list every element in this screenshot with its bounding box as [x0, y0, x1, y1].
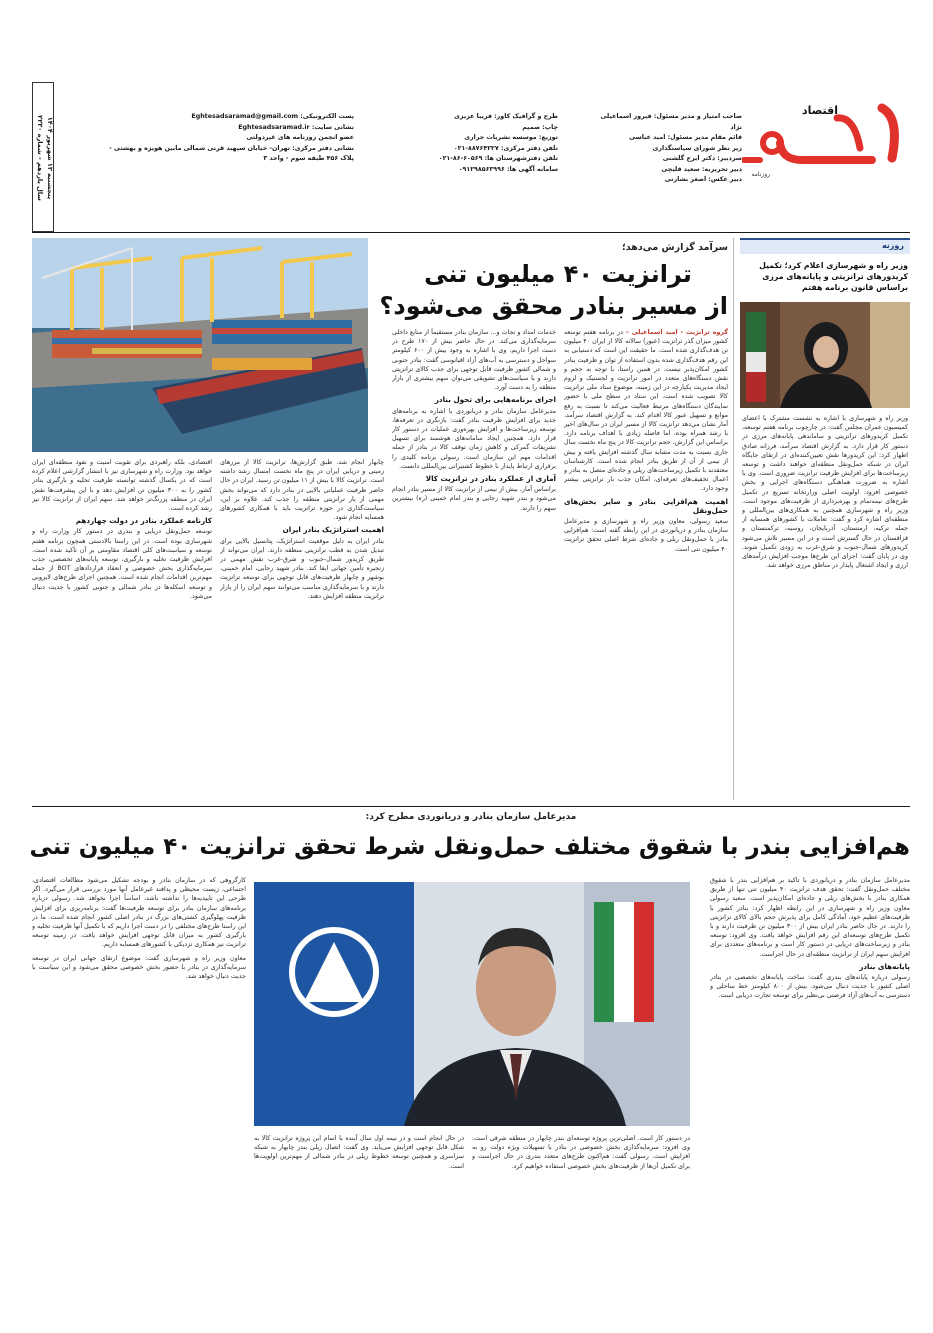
article1-col1	[564, 328, 728, 794]
sidebar-body: وزیر راه و شهرسازی با اشاره به نشست مشترک با اعضای کمیسیون عمران مجلس گفت: در چارچوب برنامه هفتم توسعه، تکمیل کریدورهای ترانزیتی و ساماندهی پایانه‌های مرزی در دستور کار قرار دارد. به گزارش اقتصاد سرآمد، فرزانه صادق اظهار کرد: این کریدورها نقش تعیین‌کننده‌ای در ارتقای جایگاه ایران در شبکه حمل‌ونقل منطقه‌ای خواهند داشت و توسعه زیرساخت‌ها برای افزایش ظرفیت ترانزیت ضروری است. وی با اشاره به ضرورت هماهنگی دستگاه‌های اجرایی و بخش خصوصی افزود: اولویت اصلی وزارتخانه تسریع در تکمیل طرح‌های نیمه‌تمام و بهره‌برداری از ظرفیت‌های موجود است. وزیر راه و شهرسازی همچنین به همکاری‌های بین‌المللی و منطقه‌ای اشاره کرد و گفت: تعاملات با کشورهای همسایه از جمله ترکیه، ارمنستان، آذربایجان، روسیه، ترکمنستان و قزاقستان در حال گسترش است و در این مسیر تلاش می‌شود کریدورهای شمال-جنوب و شرق-غرب به زودی تکمیل شوند. وی در پایان گفت: اجرای این طرح‌ها موجب افزایش درآمدهای ارزی و ایجاد اشتغال پایدار در مناطق مرزی خواهد شد.	[742, 415, 908, 570]
credit-line: زیر نظر شورای سیاستگذاری	[652, 144, 742, 152]
article1-kicker: سرآمد گزارش می‌دهد؛	[621, 242, 728, 253]
article1-col3	[220, 458, 384, 794]
article2-kicker: مدیرعامل سازمان بنادر و دریانوردی مطرح کرد:	[365, 812, 577, 822]
article1-col4-subhead: کارنامه عملکرد بنادر در دولت چهاردهم	[75, 516, 212, 526]
credit-line: تلفن دفترشهرستان ها: ۶۰۵۶۹-۸۶-۰۲۱	[438, 155, 558, 162]
credit-line: صاحب امتیاز و مدیر مسئول: فیروز اسماعیلی نژاد	[600, 113, 742, 131]
minister-portrait	[740, 302, 910, 408]
article1	[32, 238, 728, 800]
issue-date: پنجشنبه ۱۳ شهریور ۱۴۰۴	[46, 116, 54, 200]
credit-line: قائم مقام مدیر مسئول: امید عباسی	[629, 134, 742, 141]
article1-title	[379, 258, 728, 322]
credit-line: دبیر تحریریه: سعید قلیچی	[661, 165, 742, 173]
article1-col3-subhead: اهمیت استراتژیک بنادر ایران	[282, 525, 384, 535]
article1-col1-sub-text: سعید رسولی، معاون وزیر راه و شهرسازی و مدیرعامل سازمان بنادر و دریانوردی در این رابطه گفته است: هم‌افزایی بنادر با حمل‌ونقل ریلی و جاده‌ای شرط اصلی تحقق ترانزیت ۴۰ میلیون تنی است.	[564, 518, 728, 553]
article1-col2-sub1-text: مدیرعامل سازمان بنادر و دریانوردی با اشاره به برنامه‌های جدید برای افزایش ظرفیت بنادر گفت: بازنگری در تعرفه‌ها، توسعه زیرساخت‌ها و افزایش بهره‌وری عملیات در دستور کار قرار دارد. همچنین ایجاد سامانه‌های هوشمند برای تسهیل تشریفات گمرکی و کاهش زمان توقف کالا در بنادر از جمله اقدامات مهم این سازمان است. رسولی برنامه کلیدی را برقراری ارتباط پایدار با خطوط کشتیرانی بین‌المللی دانست.	[392, 407, 556, 470]
credit-line: دبیر عکس: اصغر بشارتی	[664, 176, 742, 183]
section-divider	[32, 806, 910, 807]
sidebar-photo	[740, 302, 910, 408]
article2-col-mid	[472, 1134, 690, 1321]
article1-col2-text: خدمات امداد و نجات و... سازمان بنادر مستقیماً از منابع داخلی سرمایه‌گذاری می‌کند. در حال حاضر بیش از ۱۷۰ طرح در دست اجرا داریم. وی با اشاره به وجود بیش از ۶۰۰ کیلومتر سواحل و دسترسی به آب‌های آزاد اقیانوسی گفت: بنادر جنوبی و شمالی کشور ظرفیت قابل توجهی برای جذب کالای ترانزیتی دارند و با سیاست‌های تشویقی می‌توان سهم بیشتری از بازار منطقه را به دست آورد.	[392, 329, 556, 392]
article1-col2	[392, 328, 556, 794]
article1-col4-text: اقتصادی، بلکه راهبردی برای تقویت امنیت و نفوذ منطقه‌ای ایران خواهد بود. وزارت راه و شهرسازی نیز با انتشار گزارشی اعلام کرده است که در یکسال گذشته توانسته ظرفیت تخلیه و بارگیری بنادر کشور را به ۳۰۰ میلیون تن افزایش دهد و با این پیشرفت‌ها نقش ایران در منطقه پررنگ‌تر خواهد شد. سهم ایران از ترانزیت کالا نیز رشد کرده است.	[32, 459, 212, 513]
article1-col2-sub2-text: براساس آمار، بیش از نیمی از ترانزیت کالا از مسیر بنادر انجام می‌شود و بندر شهید رجایی و بندر امام خمینی (ره) بیشترین سهم را دارند.	[392, 486, 556, 512]
article1-col4-sub-text: توسعه حمل‌ونقل دریایی و بندری در دستور کار وزارت راه و شهرسازی بوده است. در این راستا بالادستی همچون برنامه هفتم توسعه و سیاست‌های کلی اقتصاد مقاومتی بر آن تأکید شده است. افزایش ظرفیت تخلیه و بارگیری، توسعه پایانه‌های تخصصی، جذب سرمایه‌گذاری بخش خصوصی و انعقاد قراردادهای BOT از جمله مهم‌ترین اقدامات انجام شده است. همچنین اجرای طرح‌های لایروبی و توسعه اسکله‌ها در بنادر شمالی و جنوبی کشور با جدیت دنبال می‌شود.	[32, 528, 212, 600]
article2-col-right-sub-text: رسولی درباره پایانه‌های بندری گفت: ساخت پایانه‌های تخصصی در بنادر اصلی کشور با جدیت دنبال می‌شود. بیش از ۸۰۰ کیلومتر خط ساحلی و دسترسی به آب‌های آزاد فرصتی بی‌نظیر برای توسعه تجارت دریایی است.	[710, 974, 910, 1000]
sidebar-tag-label: روزنه	[881, 241, 904, 250]
article2-col-left	[32, 876, 246, 1321]
column-divider	[733, 238, 734, 800]
article2-col-right	[710, 876, 910, 1321]
article1-title-line2: از مسیر بنادر محقق می‌شود؟	[379, 292, 728, 320]
credit-line: سردبیر: دکتر ایرج گلشنی	[662, 155, 742, 162]
article1-title-line1: ترانزیت ۴۰ میلیون تنی	[424, 260, 692, 288]
credit-line: تلفن دفتر مرکزی: ۸۸۷۶۴۲۲۷-۰۲۱	[453, 144, 558, 152]
article1-photo	[32, 238, 368, 452]
newspaper-logo	[742, 88, 910, 178]
article1-col2-subhead1: اجرای برنامه‌هایی برای تحول بنادر	[434, 395, 556, 405]
credit-line: توزیع: موسسه نشریات جراری	[464, 134, 558, 141]
article2-col-right-subhead: پایانه‌های بنادر	[859, 961, 910, 971]
credit-line: طرح و گرافیک کاور: فریبا عزیزی	[454, 113, 558, 120]
credit-line: عضو انجمن روزنامه های غیردولتی	[246, 134, 354, 141]
logo-mark	[742, 88, 910, 178]
article2-col-mid2	[254, 1134, 464, 1321]
article1-col4	[32, 458, 212, 794]
sidebar-tag	[740, 238, 910, 254]
article1-col3-text: چابهار انجام شد. طبق گزارش‌ها، ترانزیت کالا از مرزهای زمینی و دریایی ایران در پنج ماه نخست امسال رشد داشته است. ترانزیت کالا با بیش از ۱۱ میلیون تن رسید. ایران در حال حاضر ظرفیت عملیاتی بالایی در بنادر دارد که می‌تواند بخش مهمی از بار ترانزیتی منطقه را جذب کند. علاوه بر این، سیاست‌گذاری در حوزه ترانزیت باید با همکاری کشورهای همسایه انجام شود.	[220, 459, 384, 522]
masthead	[0, 0, 933, 232]
issue-date-box	[32, 82, 54, 232]
article2-col-mid-text: در دستور کار است. اصلی‌ترین پروژه توسعه‌ای بندر چابهار در منطقه شرقی است. وی افزود: سرمایه‌گذاری بخش خصوصی در بنادر با تسهیلات ویژه دولت رو به افزایش است. رسولی گفت: هم‌اکنون طرح‌های متعدد بندری در حال اجراست و برای تکمیل آن‌ها از ظرفیت‌های بخش خصوصی استفاده خواهیم کرد.	[472, 1135, 690, 1170]
sidebar-headline: وزیر راه و شهرسازی اعلام کرد؛ تکمیل کریدورهای ترانزیتی و پایانه‌های مرزی براساس قانون برنامه هفتم	[759, 261, 908, 292]
credits-left	[64, 112, 354, 165]
credit-line: چاپ: صمیم	[522, 123, 558, 131]
article2-title: هم‌افزایی بندر با شقوق مختلف حمل‌ونقل شرط تحقق ترانزیت ۴۰ میلیون تنی	[29, 834, 910, 860]
credits-right	[592, 112, 742, 186]
article1-col3-sub-text: بنادر ایران به دلیل موقعیت استراتژیک، پتانسیل بالایی برای تبدیل شدن به قطب ترانزیتی منطقه دارند. ایران می‌تواند از طریق کریدور شمال-جنوب و شرق-غرب نقش مهمی در زنجیره تأمین جهانی ایفا کند. بنادر شهید رجایی، امام خمینی، بوشهر و چابهار ظرفیت‌های قابل توجهی برای توسعه ترانزیت دارند و با سرمایه‌گذاری مناسب می‌توانند سهم ایران را از بازار ترانزیت منطقه افزایش دهند.	[220, 537, 384, 600]
article1-col1-subhead: اهمیت هم‌افزایی بنادر و سایر بخش‌های حمل‌ونقل	[564, 496, 728, 515]
article2	[29, 810, 910, 1325]
credit-line: سامانه آگهی ها: ۰۹۱۲۹۸۵۶۳۹۹۶	[458, 165, 558, 173]
article2-col-left-text: کارگروهی که در سازمان بنادر و بودجه تشکیل می‌شود مطالعات اقتصادی، اجتماعی، زیست محیطی و پدافند غیرعامل آنها مورد بررسی قرار می‌گیرد. اگر طرحی این تاییدیه‌ها را نداشته باشد، اساساً اجرا نخواهد شد. رسولی درباره برنامه‌های سازمان بنادر برای توسعه ظرفیت‌ها گفت: برنامه‌ریزی برای افزایش ظرفیت پهلوگیری کشتی‌های بزرگ در بنادر اصلی کشور انجام شده است. ما در این راستا طرح‌های مختلفی را در دست اجرا داریم که با تکمیل آنها ظرفیت تخلیه و بارگیری کشور به میزان قابل توجهی افزایش خواهد یافت. در زمینه توسعه ترانزیت نیز همکاری نزدیکی با کشورهای همسایه داریم.	[32, 877, 246, 949]
article1-col1-text: در برنامه هفتم توسعه کشور میزان گذر ترانزیت (عبور) سالانه کالا از ایران ۴۰ میلیون تن هدف‌گذاری شده است. ما حقیقت این است که دستیابی به این رقم هدف‌گذاری شده بدون استفاده از توان و ظرفیت بنادر کشور امکان‌پذیر نیست. در همین راستا، با توجه به حجم و نقش دستگاه‌های متعدد در امور ترانزیت و لجستیک و لزوم ایجاد مدیریت یکپارچه در این زمینه، موضوع ستاد ملی ترانزیت کالا تصویب شده است. این ستاد در سطح ملی با حضور نمایندگان دستگاه‌های مرتبط فعالیت می‌کند تا نسبت به رفع موانع و تسهیل عبور کالا اقدام کند. به گزارش اقتصاد سرآمد، آمار نشان می‌دهد ترانزیت کالا از مسیر ایران در سال‌های اخیر با رشد همراه بوده، اما فاصله زیادی با اهداف برنامه دارد. براساس این گزارش، حجم ترانزیت کالا در پنج ماه نخست سال جاری نسبت به مدت مشابه سال گذشته افزایش یافته و بیش از نیمی از آن از طریق بنادر انجام شده است. کارشناسان معتقدند با تکمیل زیرساخت‌های ریلی و جاده‌ای متصل به بنادر و اعمال تخفیف‌های تعرفه‌ای، امکان جذب بار ترانزیتی بیشتر وجود دارد.	[564, 329, 728, 493]
sidebar-column	[740, 238, 910, 800]
svg-text:اقتصاد: اقتصاد	[801, 104, 838, 117]
article2-col-left-end: معاون وزیر راه و شهرسازی گفت: موضوع ارتقای جهانی ایران در توسعه سرمایه‌گذاری در بنادر با حضور بخش خصوصی محقق می‌شود و این سیاست با جدیت دنبال خواهد شد.	[32, 954, 246, 981]
article2-photo	[254, 882, 690, 1126]
port-cranes-image	[32, 238, 368, 452]
address-line: پلاک ۴۵۶ طبقه سوم - واحد ۳	[263, 155, 354, 162]
article1-col2-subhead2: آماری از عملکرد بنادر در ترانزیت کالا	[425, 474, 556, 484]
email-line[interactable]: پست الکترونیکی: Eghtesadsaramad@gmail.com	[191, 113, 354, 120]
masthead-divider	[32, 232, 910, 233]
article1-lead-label: گروه ترانزیت - امید اسماعیلی –	[625, 329, 728, 336]
article2-col-right-text: مدیرعامل سازمان بنادر و دریانوردی با تاکید بر هم‌افزایی بندر با شقوق مختلف حمل‌ونقل گفت: تحقق هدف ترانزیت ۴۰ میلیون تنی تنها از طریق همکاری بنادر با بخش‌های ریلی و جاده‌ای امکان‌پذیر است. سعید رسولی معاون وزیر راه و شهرسازی در این رابطه اظهار کرد: بنادر کشور با ظرفیت‌های عظیم خود، آمادگی کامل برای پذیرش حجم بالای کالای ترانزیتی را دارند. در حال حاضر بنادر ایران بیش از ۳۰۰ میلیون تن ظرفیت دارند و با تکمیل طرح‌های توسعه‌ای این رقم افزایش خواهد یافت. وی افزود: توسعه بنادر و زیرساخت‌های دریایی در دستور کار است و برنامه‌های متعددی برای افزایش سهم ایران از ترانزیت منطقه‌ای در حال اجراست.	[710, 877, 910, 958]
article2-col-mid2-text: در حال انجام است و در نیمه اول سال آینده با اتمام این پروژه ترانزیت کالا به شکل قابل توجهی افزایش می‌یابد. وی گفت: اتصال ریلی بندر چابهار به شبکه سراسری و همچنین توسعه خطوط ریلی در بنادر شمالی از مهم‌ترین اولویت‌ها است.	[254, 1135, 464, 1170]
website-line[interactable]: نشانی سایت: Eghtesadsaramad.ir	[238, 123, 354, 131]
official-portrait	[254, 882, 690, 1126]
issue-number: سال یازدهم - شماره ۲۲۳۰	[36, 115, 44, 201]
logo-sub-label: روزنامه	[751, 171, 770, 178]
address-line: نشانی دفتر مرکزی: تهران- خیابان سپهبد قرنی شمالی مابین هویزه و بهشتی -	[109, 144, 354, 152]
credits-mid	[398, 112, 558, 175]
